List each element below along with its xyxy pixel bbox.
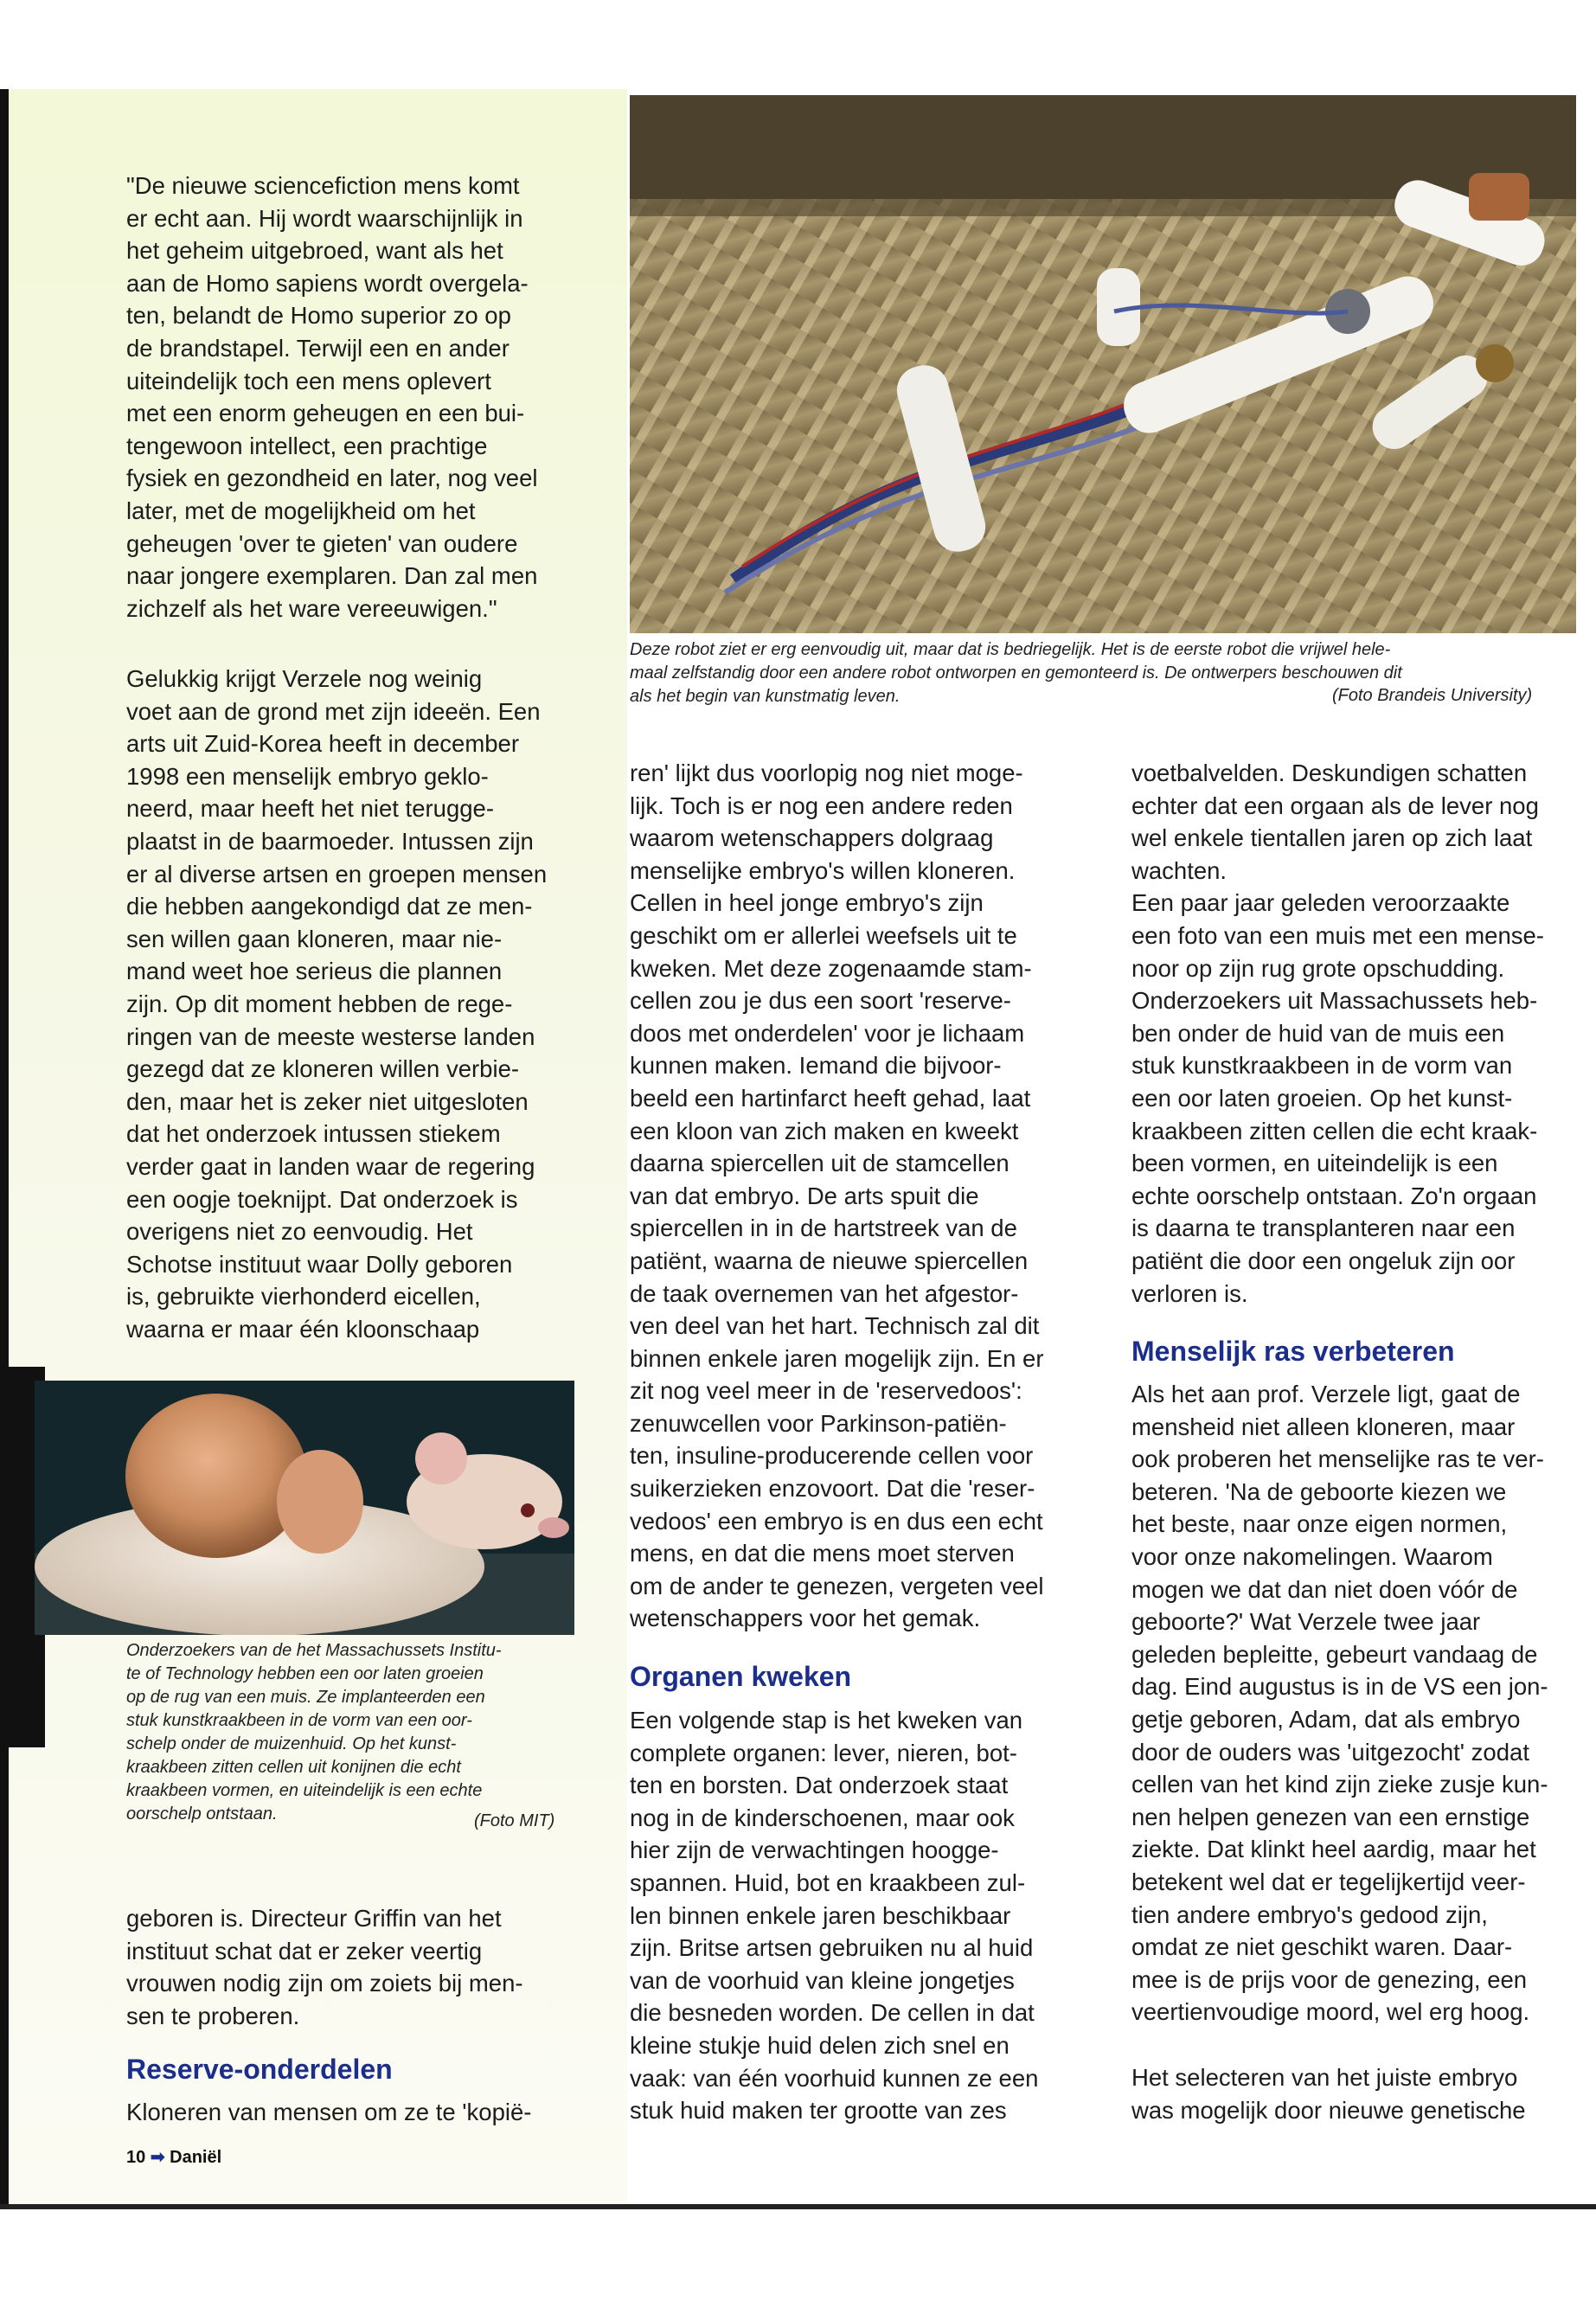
column1-paragraph-1: Gelukkig krijgt Verzele nog weinig voet aan de grond met zijn ideeën. Een arts uit Zuid-Korea heeft in december 1998 een menselijk embryo geklo- neerd, maar heeft het niet terugge- plaatst in de baarmoeder. Intussen zijn er al diverse artsen en groepen mensen die hebben aangekondigd dat ze men- sen willen gaan kloneren, maar nie- mand weet hoe serieus die plannen zijn. Op dit moment hebben de rege- ringen van de meeste westerse landen gezegd dat ze kloneren willen verbie- den, maar het is zeker niet uitgesloten dat het onderzoek intussen stiekem verder gaat in landen waar de regering een oogje toeknijpt. Dat onderzoek is overigens niet zo eenvoudig. Het Schotse instituut waar Dolly geboren is, gebruikte vierhonderd eicellen, waarna er maar één kloonschaap	[126, 665, 548, 1343]
heading-menselijk-ras-verbeteren: Menselijk ras verbeteren	[1131, 1336, 1455, 1367]
mouse-ear-photo	[35, 1381, 574, 1635]
mouse-photo-caption: Onderzoekers van de het Massachussets Institu- te of Technology hebben een oor laten groeien op de rug van een muis. Ze implanteerden een stuk kunstkraakbeen in de vorm van een oor- schelp onder de muizenhuid. Op het kunst- kraakbeen zitten cellen uit konijnen die echt kraakbeen vormen, en uiteindelijk is een echte oorschelp ontstaan.	[126, 1641, 502, 1823]
robot-photo-credit: (Foto Brandeis University)	[1332, 686, 1533, 705]
page-bottom-edge	[0, 2204, 1596, 2209]
robot-photo	[630, 95, 1576, 633]
column1-paragraph-2: geboren is. Directeur Griffin van het instituut schat dat er zeker veertig vrouwen nodig zijn om zoiets bij men- sen te proberen.	[126, 1905, 523, 2029]
page-footer	[126, 2146, 221, 2168]
heading-reserve-onderdelen: Reserve-onderdelen	[126, 2054, 393, 2085]
column2-paragraph-2: Een volgende stap is het kweken van complete organen: lever, nieren, bot- ten en borsten. Dat onderzoek staat nog in de kinderschoenen, maar ook hier zijn de verwachtingen hoogge- spannen. Huid, bot en kraakbeen zul- len binnen enkele jaren beschikbaar zijn. Britse artsen gebruiken nu al huid van de voorhuid van kleine jongetjes die besneden worden. De cellen in dat kleine stukje huid delen zich snel en vaak: van één voorhuid kunnen ze een stuk huid maken ter grootte van zes	[630, 1707, 1039, 2125]
page-number: 10	[126, 2148, 146, 2167]
opening-quote: "De nieuwe sciencefiction mens komt er echt aan. Hij wordt waarschijnlijk in het geheim uitgebroed, want als het aan de Homo sapiens wordt overgela- ten, belandt de Homo superior zo op de brandstapel. Terwijl een en ander uiteindelijk toch een mens oplevert met een enorm geheugen en een bui- tengewoon intellect, een prachtige fysiek en gezondheid en later, nog veel later, met de mogelijkheid om het geheugen 'over te gieten' van oudere naar jongere exemplaren. Dan zal men zichzelf als het ware vereeuwigen."	[126, 172, 538, 622]
column1-paragraph-3: Kloneren van mensen om ze te 'kopië-	[126, 2099, 532, 2125]
column2-paragraph-1: ren' lijkt dus voorlopig nog niet moge- lijk. Toch is er nog een andere reden waarom wetenschappers dolgraag menselijke embryo's willen kloneren. Cellen in heel jonge embryo's zijn geschikt om er allerlei weefsels uit te kweken. Met deze zogenaamde stam- cellen zou je dus een soort 'reserve- doos met onderdelen' voor je lichaam kunnen maken. Iemand die bijvoor- beeld een hartinfarct heeft gehad, laat een kloon van zich maken en kweekt daarna spiercellen uit de stamcellen van dat embryo. De arts spuit die spiercellen in in de hartstreek van de patiënt, waarna de nieuwe spiercellen de taak overnemen van het afgestor- ven deel van het hart. Technisch zal dit binnen enkele jaren mogelijk zijn. En er zit nog veel meer in de 'reservedoos': zenuwcellen voor Parkinson-patiën- ten, insuline-producerende cellen voor suikerzieken enzovoort. Dat die 'reser- vedoos' een embryo is en dus een echt mens, en dat die mens moet sterven om de ander te genezen, vergeten veel wetenschappers voor het gemak.	[630, 760, 1044, 1632]
robot-image	[630, 95, 1576, 633]
robot-photo-caption: Deze robot ziet er erg eenvoudig uit, maar dat is bedriegelijk. Het is de eerste robot die vrijwel hele- maal zelfstandig door een andere robot ontworpen en gemonteerd is. De ontwerpers beschouwen dit als het begin van kunstmatig leven.	[630, 640, 1402, 706]
column3-paragraph-1: voetbalvelden. Deskundigen schatten echter dat een orgaan als de lever nog wel enkele tientallen jaren op zich laat wachten. Een paar jaar geleden veroorzaakte een foto van een muis met een mense- noor op zijn rug grote opschudding. Onderzoekers uit Massachussets heb- ben onder de huid van de muis een stuk kunstkraakbeen in de vorm van een oor laten groeien. Op het kunst- kraakbeen zitten cellen die echt kraak- been vormen, en uiteindelijk is een echte oorschelp ontstaan. Zo'n orgaan is daarna te transplanteren naar een patiënt die door een ongeluk zijn oor verloren is.	[1131, 760, 1544, 1307]
arrow-icon: ➡	[150, 2148, 165, 2167]
heading-organen-kweken: Organen kweken	[630, 1661, 852, 1692]
mouse-photo-credit: (Foto MIT)	[474, 1811, 555, 1830]
column3-paragraph-2: Als het aan prof. Verzele ligt, gaat de mensheid niet alleen kloneren, maar ook proberen het menselijke ras te ver- beteren. 'Na de geboorte kiezen we het beste, naar onze eigen normen, voor onze nakomelingen. Waarom mogen we dat dan niet doen vóór de geboorte?' Wat Verzele twee jaar geleden bepleitte, gebeurt vandaag de dag. Eind augustus is in de VS een jon- getje geboren, Adam, dat als embryo door de ouders was 'uitgezocht' zodat cellen van het kind zijn zieke zusje kun- nen helpen genezen van een ernstige ziekte. Dat klinkt heel aardig, maar het betekent wel dat er tegelijkertijd veer- tien andere embryo's gedood zijn, omdat ze niet geschikt waren. Daar- mee is de prijs voor de genezing, een veertienvoudige moord, wel erg hoog.	[1131, 1381, 1548, 2026]
column3-paragraph-3: Het selecteren van het juiste embryo was mogelijk door nieuwe genetische	[1131, 2064, 1526, 2124]
page-edge	[0, 89, 9, 2208]
magazine-name: Daniël	[170, 2148, 222, 2167]
mouse-ear-image	[35, 1381, 574, 1635]
